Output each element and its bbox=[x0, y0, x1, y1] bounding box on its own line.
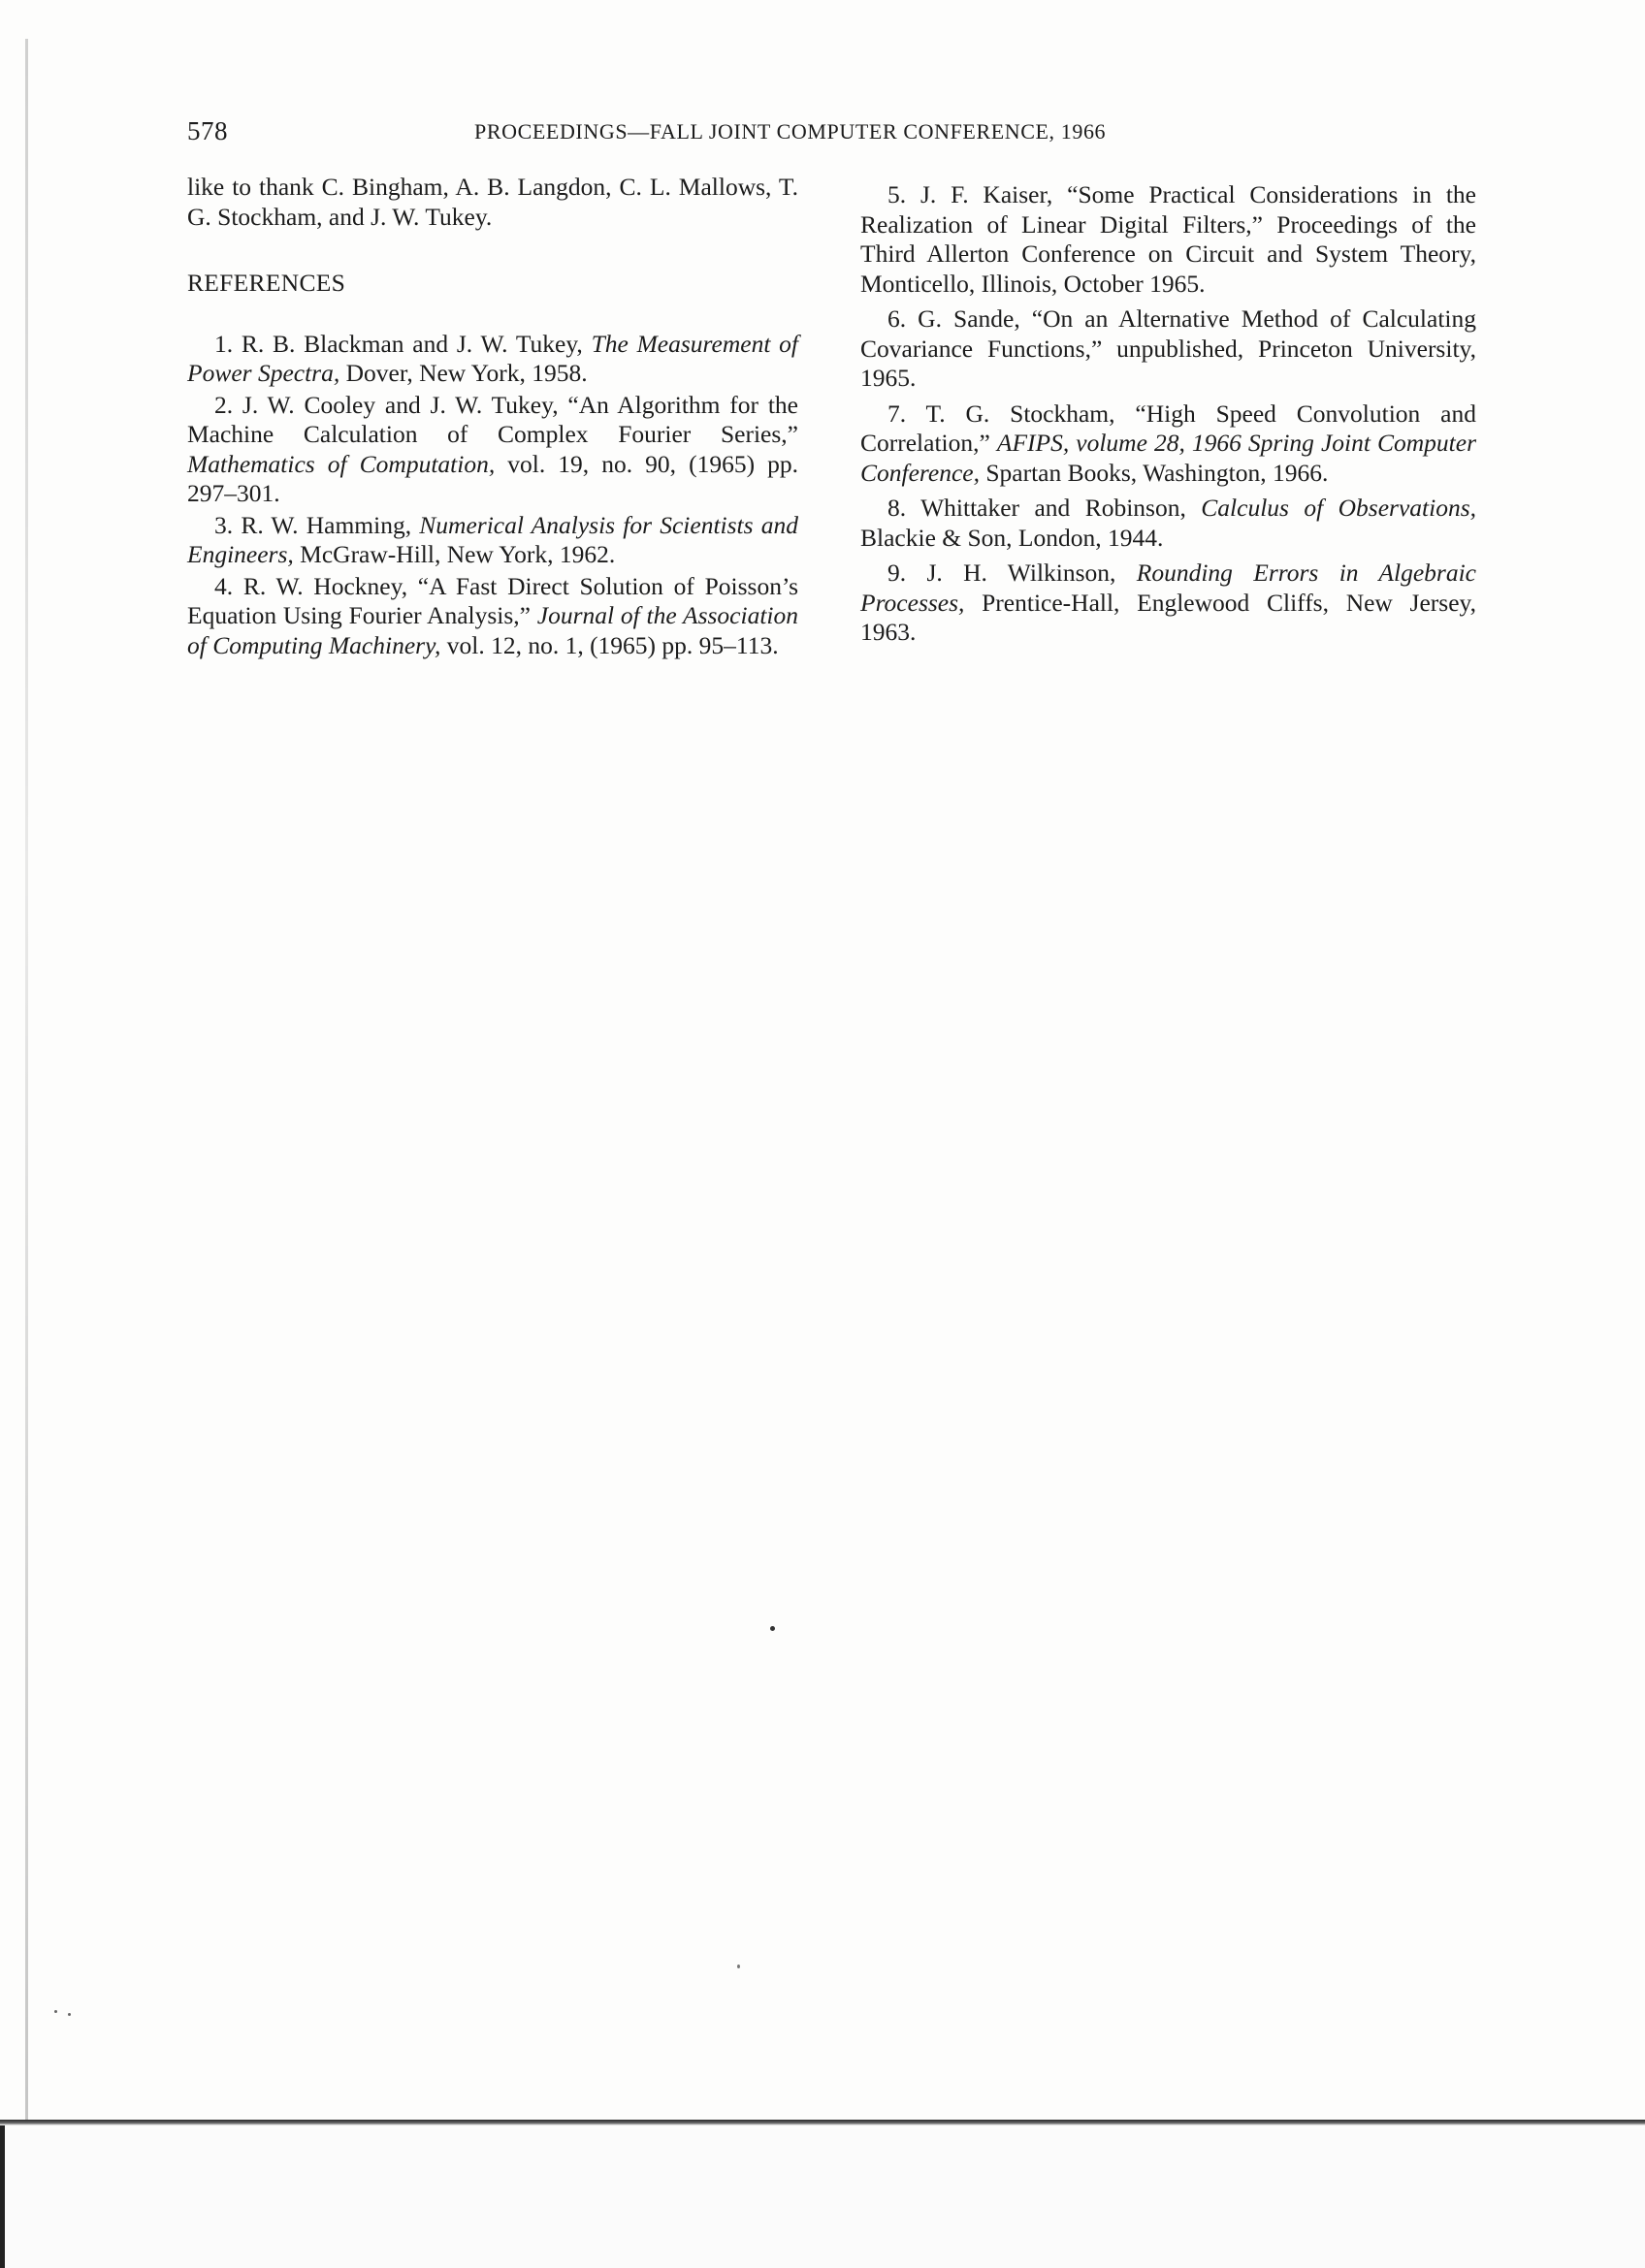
reference-title: Journal of the Association of Computing Machinery, bbox=[187, 601, 798, 659]
scan-speck bbox=[54, 2010, 57, 2013]
reference-text: vol. 19, no. 90, (1965) pp. 297–301. bbox=[187, 449, 798, 507]
reference-text: Spartan Books, Washington, 1966. bbox=[979, 458, 1329, 487]
reference-3 bbox=[187, 511, 798, 570]
acknowledgment-text: like to thank C. Bingham, A. B. Langdon, C. L. Mallows, T. G. Stockham, and J. W. Tukey. bbox=[187, 173, 798, 231]
reference-text: 6. G. Sande, “On an Alternative Method of Calculating Covariance Functions,” unpublished, Princeton University, 1965. bbox=[860, 304, 1476, 392]
scan-speck bbox=[68, 2013, 71, 2016]
left-column bbox=[187, 173, 798, 662]
reference-text: Blackie & Son, London, 1944. bbox=[860, 523, 1164, 552]
scan-speck bbox=[770, 1626, 775, 1631]
reference-text: 4. R. W. Hockney, “A Fast Direct Solution of Poisson’s Equation Using Fourier Analysis,” bbox=[187, 571, 798, 629]
scan-bottom-edge bbox=[0, 2120, 1645, 2125]
reference-2 bbox=[187, 391, 798, 509]
reference-title: Rounding Errors in Algebraic Processes, bbox=[860, 559, 1476, 617]
page-header bbox=[187, 116, 1196, 155]
reference-1 bbox=[187, 330, 798, 389]
running-head: PROCEEDINGS—FALL JOINT COMPUTER CONFERENCE, 1966 bbox=[474, 119, 1107, 144]
reference-title: Calculus of Observations, bbox=[1201, 494, 1477, 522]
reference-9 bbox=[860, 559, 1476, 648]
reference-8 bbox=[860, 494, 1476, 553]
scan-bottom-band bbox=[0, 2129, 1645, 2268]
scan-speck bbox=[737, 1965, 740, 1968]
reference-text: 1. R. B. Blackman and J. W. Tukey, bbox=[214, 329, 592, 358]
reference-5 bbox=[860, 180, 1476, 299]
reference-text: 8. Whittaker and Robinson, bbox=[887, 494, 1202, 522]
reference-text: McGraw-Hill, New York, 1962. bbox=[293, 540, 616, 568]
reference-title: The Measurement of Power Spectra, bbox=[187, 329, 798, 387]
reference-text: 9. J. H. Wilkinson, bbox=[887, 559, 1137, 587]
page-number: 578 bbox=[187, 116, 228, 145]
reference-text: 3. R. W. Hamming, bbox=[214, 510, 420, 539]
reference-text: 7. T. G. Stockham, “High Speed Convolution and Correlation,” bbox=[860, 399, 1476, 457]
reference-4 bbox=[187, 572, 798, 661]
reference-text: Prentice-Hall, Englewood Cliffs, New Jersey, 1963. bbox=[860, 588, 1476, 646]
scan-left-edge bbox=[25, 39, 28, 2124]
reference-text: vol. 12, no. 1, (1965) pp. 95–113. bbox=[440, 630, 779, 659]
reference-title: Mathematics of Computation, bbox=[187, 449, 496, 478]
reference-7 bbox=[860, 399, 1476, 489]
scan-corner-mark bbox=[0, 2125, 5, 2268]
right-column bbox=[860, 180, 1476, 654]
reference-title: Numerical Analysis for Scientists and Engineers, bbox=[187, 510, 799, 568]
reference-text: Dover, New York, 1958. bbox=[339, 359, 588, 387]
reference-title: AFIPS, volume 28, 1966 Spring Joint Computer Conference, bbox=[860, 429, 1476, 487]
references-heading: REFERENCES bbox=[187, 269, 346, 297]
reference-6 bbox=[860, 304, 1476, 394]
reference-text: 2. J. W. Cooley and J. W. Tukey, “An Algorithm for the Machine Calculation of Complex Fourier Series,” bbox=[187, 390, 798, 448]
reference-text: 5. J. F. Kaiser, “Some Practical Considerations in the Realization of Linear Digital Filters,” Proceedings of the Third Allerton Conference on Circuit and System Theory, Monticello, Illinois, October 1965. bbox=[860, 180, 1476, 298]
